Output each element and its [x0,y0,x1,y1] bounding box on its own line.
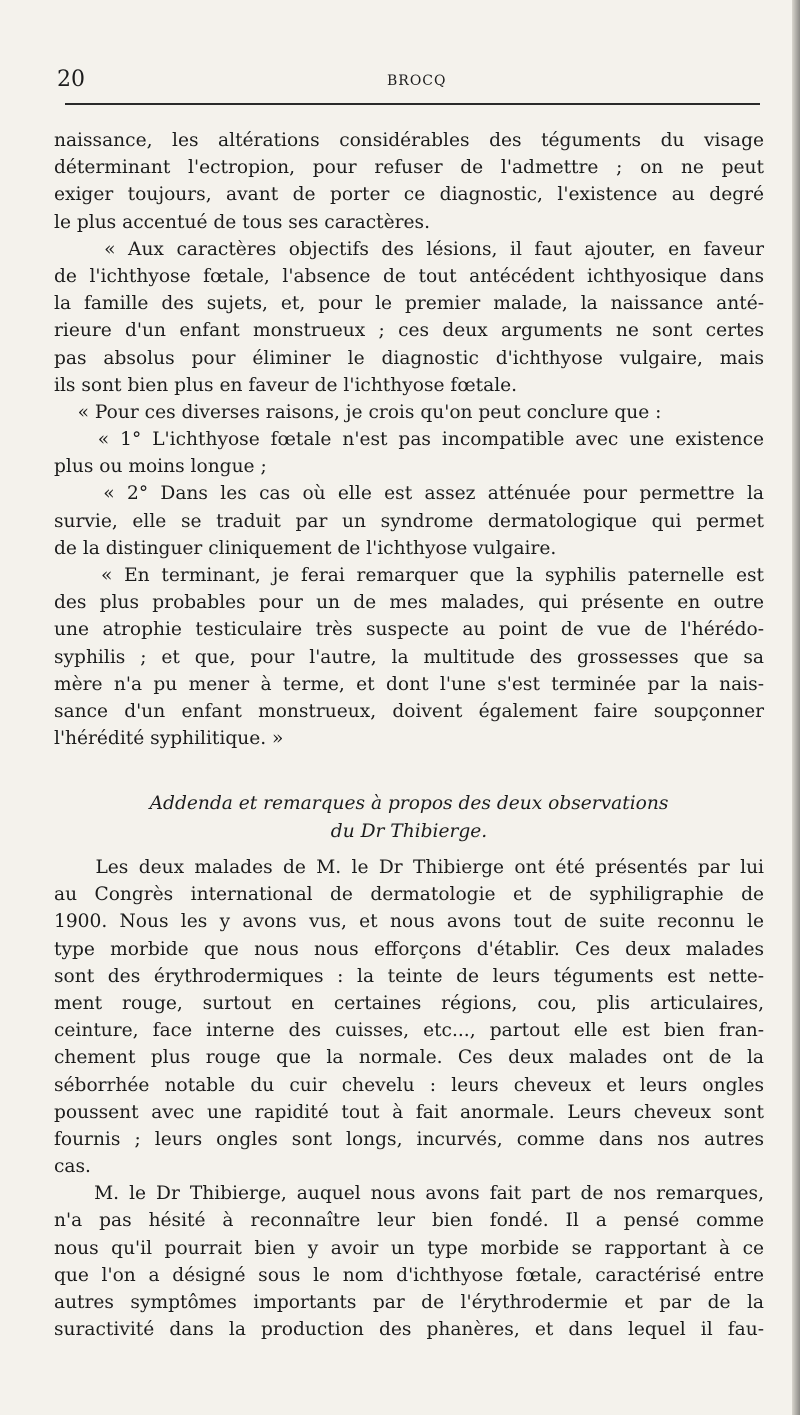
section-heading-line-2: du Dr Thibierge. [330,821,488,842]
text-line: de l'ichthyose fœtale, l'absence de tout antécédent ichthyosique dans [54,265,764,287]
text-line: « En terminant, je ferai remarquer que la syphilis paternelle est [54,565,764,586]
text-line: poussent avec une rapidité tout à fait anormale. Leurs cheveux sont [54,1101,764,1123]
text-line: ment rouge, surtout en certaines régions, cou, plis articulaires, [54,992,764,1014]
page-header [57,66,760,96]
text-line: déterminant l'ectropion, pour refuser de l'admettre ; on ne peut [54,157,764,179]
text-line: la famille des sujets, et, pour le premier malade, la naissance anté- [54,293,764,315]
text-line: exiger toujours, avant de porter ce diagnostic, l'existence au degré [54,184,764,206]
text-line: type morbide que nous nous efforçons d'établir. Ces deux malades [54,938,764,960]
text-line: ils sont bien plus en faveur de l'ichthyose fœtale. [54,374,518,396]
text-line: survie, elle se traduit par un syndrome dermatologique qui permet [54,510,764,532]
text-line: « Aux caractères objectifs des lésions, il faut ajouter, en faveur [54,238,764,260]
text-line: au Congrès international de dermatologie et de syphiligraphie de [54,884,764,906]
text-line: pas absolus pour éliminer le diagnostic d'ichthyose vulgaire, mais [54,347,764,369]
text-line: que l'on a désigné sous le nom d'ichthyose fœtale, caractérisé entre [54,1264,764,1286]
text-line: l'hérédité syphilitique. » [54,728,284,750]
text-line: « Pour ces diverses raisons, je crois qu'on peut conclure que : [54,401,662,423]
text-line: sance d'un enfant monstrueux, doivent également faire soupçonner [54,700,764,722]
text-line: plus ou moins longue ; [54,456,267,478]
text-line: une atrophie testiculaire très suspecte au point de vue de l'hérédo- [54,619,764,641]
text-line: Les deux malades de M. le Dr Thibierge ont été présentés par lui [54,857,764,878]
text-line: sont des érythrodermiques : la teinte de leurs téguments est nette- [54,965,764,987]
text-line: de la distinguer cliniquement de l'ichthyose vulgaire. [54,537,557,559]
text-line: séborrhée notable du cuir chevelu : leurs cheveux et leurs ongles [54,1074,764,1096]
text-line: « 1° L'ichthyose fœtale n'est pas incompatible avec une existence [54,429,764,451]
running-head: BROCQ [387,73,447,89]
text-line: suractivité dans la production des phanères, et dans lequel il fau- [54,1319,764,1341]
text-line: des plus probables pour un de mes malades, qui présente en outre [54,592,764,614]
body-text-section-1 [54,127,764,752]
text-line: le plus accentué de tous ses caractères. [54,211,431,233]
section-heading [54,790,764,846]
text-line: fournis ; leurs ongles sont longs, incurvés, comme dans nos autres [54,1128,764,1150]
text-line: mère n'a pu mener à terme, et dont l'une s'est terminée par la nais- [54,673,764,695]
text-line: nous qu'il pourrait bien y avoir un type morbide se rapportant à ce [54,1237,764,1259]
page-edge-shadow [792,0,800,1415]
text-line: cas. [54,1156,91,1178]
text-line: n'a pas hésité à reconnaître leur bien fondé. Il a pensé comme [54,1210,764,1232]
text-line: naissance, les altérations considérables des téguments du visage [54,130,764,151]
body-text-section-2 [54,854,764,1343]
text-line: syphilis ; et que, pour l'autre, la multitude des grossesses que sa [54,646,764,668]
page-number: 20 [57,67,85,92]
text-line: rieure d'un enfant monstrueux ; ces deux arguments ne sont certes [54,320,764,342]
header-rule [65,103,760,105]
text-line: chement plus rouge que la normale. Ces deux malades ont de la [54,1047,764,1069]
text-line: ceinture, face interne des cuisses, etc..., partout elle est bien fran- [54,1020,764,1042]
section-heading-line-1: Addenda et remarques à propos des deux observations [149,793,669,814]
text-line: 1900. Nous les y avons vus, et nous avons tout de suite reconnu le [54,911,764,933]
text-line: autres symptômes importants par de l'érythrodermie et par de la [54,1292,764,1313]
text-line: M. le Dr Thibierge, auquel nous avons fait part de nos remarques, [54,1183,764,1205]
text-line: « 2° Dans les cas où elle est assez atténuée pour permettre la [54,483,764,505]
